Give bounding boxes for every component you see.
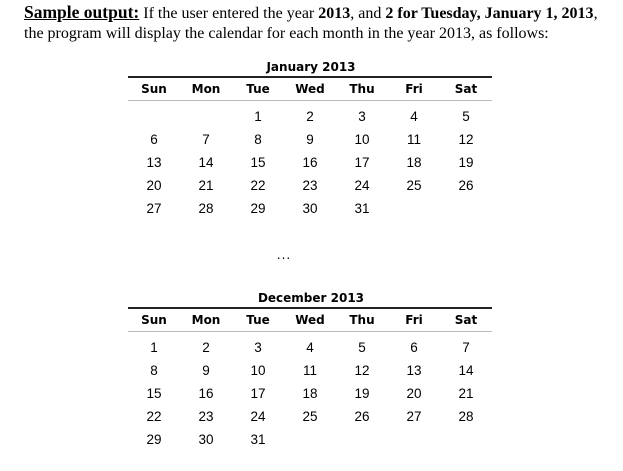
day-cell: 25	[406, 178, 422, 193]
day-cell: 10	[354, 132, 370, 147]
calendar-weeks	[128, 332, 492, 452]
intro-start-day: 2 for Tuesday, January 1, 2013	[385, 5, 594, 22]
day-cell: 27	[406, 409, 422, 424]
week-row	[128, 359, 492, 382]
intro-text-3: , the program will display the calendar for each month in the year 2013, as follows:	[24, 5, 598, 42]
day-cell: 6	[150, 132, 158, 147]
day-cell: 3	[358, 109, 366, 124]
weekday-label: Thu	[336, 309, 388, 332]
week-row	[128, 101, 492, 129]
week-row	[128, 174, 492, 197]
day-cell	[440, 197, 492, 220]
day-cell: 21	[198, 178, 214, 193]
day-cell: 17	[354, 155, 370, 170]
weekday-label: Tue	[232, 309, 284, 332]
ellipsis: ...	[276, 248, 292, 262]
day-cell: 19	[354, 386, 370, 401]
day-cell: 12	[458, 132, 474, 147]
day-cell: 22	[146, 409, 162, 424]
day-cell: 24	[354, 178, 370, 193]
weekday-label: Sat	[440, 78, 492, 101]
day-cell: 17	[250, 386, 266, 401]
weekday-label: Fri	[388, 309, 440, 332]
day-cell: 24	[250, 409, 266, 424]
sample-output-heading: Sample output:	[24, 2, 140, 22]
day-cell: 23	[302, 178, 318, 193]
day-cell: 7	[202, 132, 210, 147]
week-row	[128, 405, 492, 428]
weekday-label: Mon	[180, 309, 232, 332]
day-cell: 31	[354, 201, 370, 216]
day-cell: 26	[458, 178, 474, 193]
day-cell: 30	[302, 201, 318, 216]
day-cell: 13	[406, 363, 422, 378]
calendar-title: January 2013	[266, 60, 356, 74]
weekday-label: Sun	[128, 78, 180, 101]
weekday-label: Wed	[284, 78, 336, 101]
weekday-label: Sat	[440, 309, 492, 332]
weekday-row	[128, 309, 492, 332]
calendar-grid	[128, 309, 492, 451]
day-cell	[336, 428, 388, 451]
weekday-label: Tue	[232, 78, 284, 101]
week-row	[128, 151, 492, 174]
weekday-label: Mon	[180, 78, 232, 101]
day-cell: 3	[254, 340, 262, 355]
intro-paragraph	[24, 2, 614, 44]
weekday-row	[128, 78, 492, 101]
weekday-header	[128, 309, 492, 332]
day-cell: 26	[354, 409, 370, 424]
day-cell: 1	[150, 340, 158, 355]
day-cell: 6	[410, 340, 418, 355]
day-cell: 27	[146, 201, 162, 216]
day-cell: 4	[410, 109, 418, 124]
day-cell	[440, 428, 492, 451]
day-cell: 9	[202, 363, 210, 378]
intro-year: 2013	[318, 5, 351, 22]
day-cell: 1	[254, 109, 262, 124]
week-row	[128, 382, 492, 405]
week-row	[128, 197, 492, 220]
intro-text-2: , and	[350, 5, 386, 22]
day-cell: 10	[250, 363, 266, 378]
calendar-grid	[128, 78, 492, 220]
weekday-label: Sun	[128, 309, 180, 332]
calendar-december	[128, 289, 492, 451]
day-cell: 4	[306, 340, 314, 355]
day-cell	[284, 428, 336, 451]
day-cell: 22	[250, 178, 266, 193]
day-cell: 5	[358, 340, 366, 355]
day-cell	[180, 101, 232, 129]
day-cell: 12	[354, 363, 370, 378]
day-cell: 8	[150, 363, 158, 378]
week-row	[128, 428, 492, 451]
day-cell	[128, 101, 180, 129]
day-cell: 14	[458, 363, 474, 378]
day-cell: 15	[146, 386, 162, 401]
day-cell	[388, 428, 440, 451]
day-cell: 7	[462, 340, 470, 355]
day-cell: 2	[306, 109, 314, 124]
day-cell: 16	[302, 155, 318, 170]
day-cell	[388, 197, 440, 220]
day-cell: 28	[458, 409, 474, 424]
day-cell: 14	[198, 155, 214, 170]
day-cell: 5	[462, 109, 470, 124]
day-cell: 29	[250, 201, 266, 216]
intro-text-1: If the user entered the year	[139, 5, 319, 22]
weekday-label: Thu	[336, 78, 388, 101]
calendar-january	[128, 58, 492, 220]
weekday-label: Wed	[284, 309, 336, 332]
day-cell: 2	[202, 340, 210, 355]
day-cell: 28	[198, 201, 214, 216]
day-cell: 9	[306, 132, 314, 147]
week-row	[128, 332, 492, 360]
day-cell: 8	[254, 132, 262, 147]
week-row	[128, 128, 492, 151]
day-cell: 29	[146, 432, 162, 447]
day-cell: 11	[406, 132, 421, 147]
calendar-weeks	[128, 101, 492, 221]
day-cell: 20	[406, 386, 422, 401]
day-cell: 20	[146, 178, 162, 193]
day-cell: 13	[146, 155, 162, 170]
day-cell: 25	[302, 409, 318, 424]
day-cell: 18	[406, 155, 422, 170]
day-cell: 18	[302, 386, 318, 401]
weekday-header	[128, 78, 492, 101]
day-cell: 11	[302, 363, 317, 378]
day-cell: 15	[250, 155, 266, 170]
day-cell: 23	[198, 409, 214, 424]
weekday-label: Fri	[388, 78, 440, 101]
day-cell: 19	[458, 155, 474, 170]
day-cell: 30	[198, 432, 214, 447]
day-cell: 21	[458, 386, 474, 401]
calendar-title: December 2013	[257, 291, 365, 305]
day-cell: 31	[250, 432, 266, 447]
day-cell: 16	[198, 386, 214, 401]
